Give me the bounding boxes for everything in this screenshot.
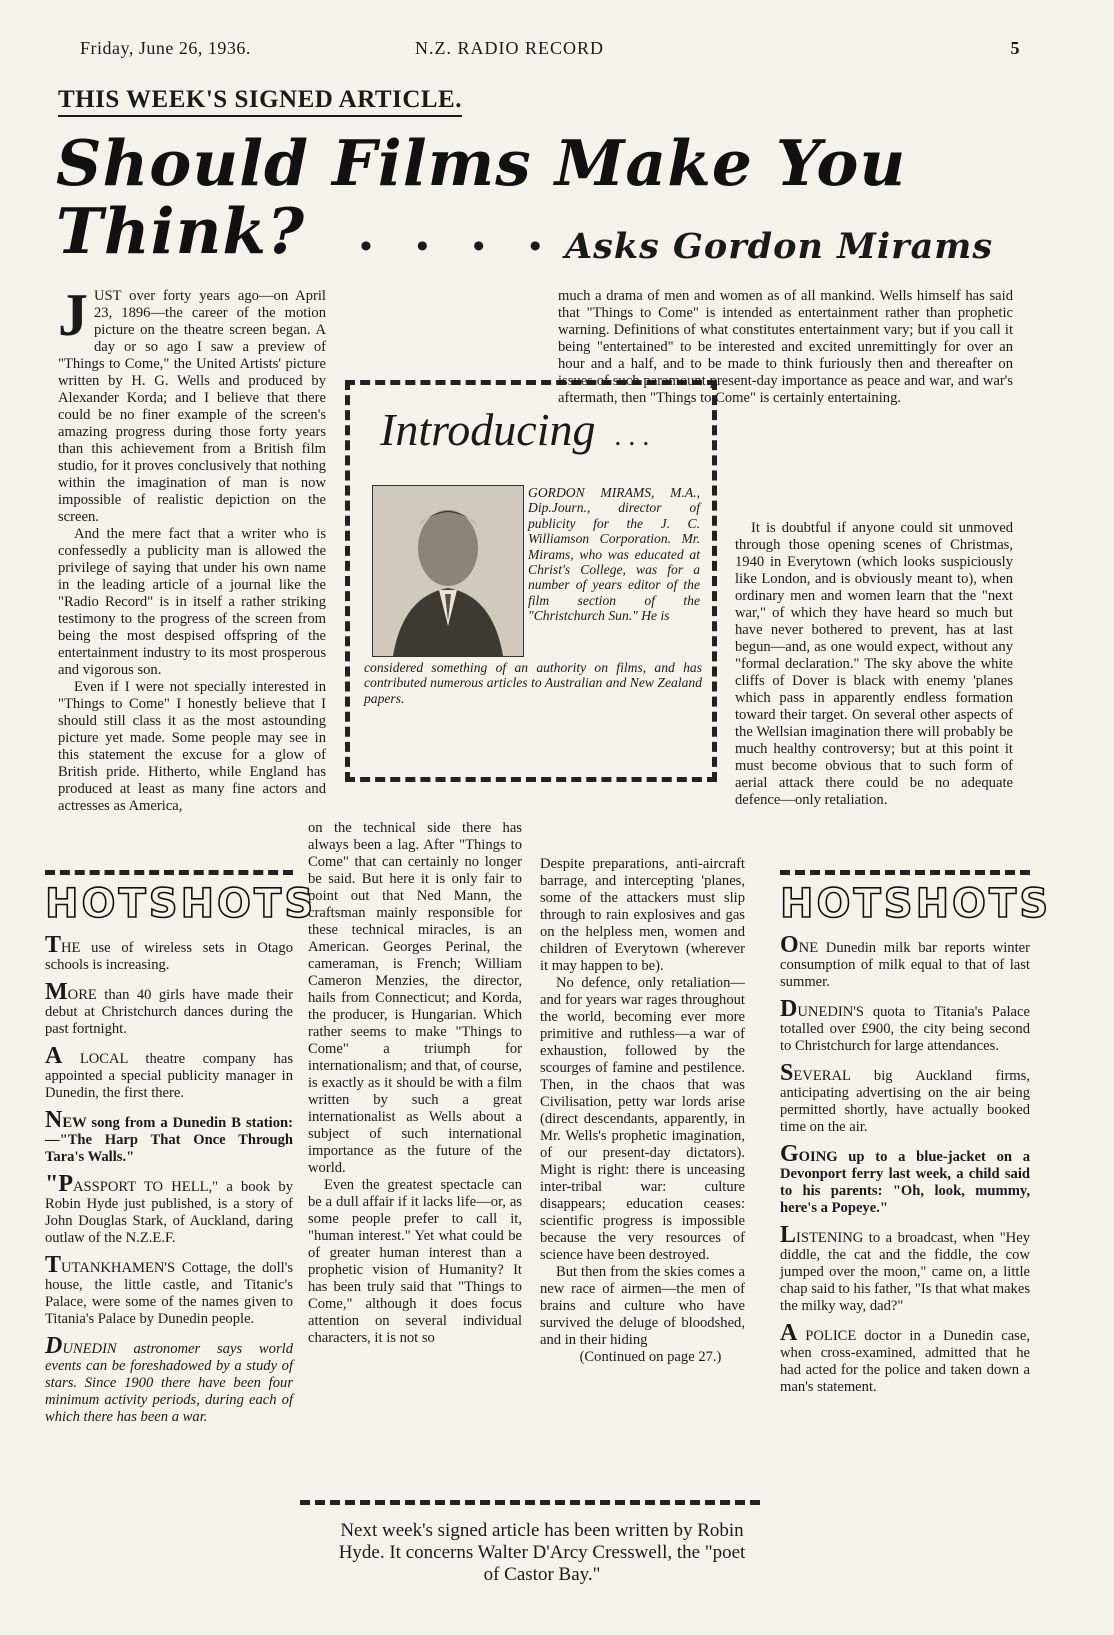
article-paragraph: No defence, only retaliation—and for years war rages throughout the world, becoming ever more primitive and ruthless—a war of exhaustion, followed by the scourges of famine and pestilence. Then, in the chaos that was Civilisation, petty war lords arise (direct descendants, apparently, in Mr. Wells's prophetic imagination, of our present-day dictators). Might is right: there is unceasing inter-tribal war: culture disappears; education ceases: scientific progress is impossible because the very resources of science have been destroyed.: [540, 975, 745, 1263]
article-paragraph: Even the greatest spectacle can be a dull affair if it lacks life—or, as some people prefer to call it, "human interest." Yet what could be of greater human interest than a prophetic vision of Humanity? It has been truly said that "Things to Come," although it does focus attention on several individual characters, it is not so: [308, 1177, 522, 1346]
hotshots-items: [780, 932, 1030, 1396]
hotshots-heading: HOTSHOTS: [45, 881, 317, 927]
article-column-left: [58, 282, 326, 815]
page-number: 5: [1010, 38, 1020, 58]
hotshot-item: A LOCAL theatre company has appointed a special publicity manager in Dunedin, the first there.: [45, 1043, 293, 1101]
introducing-box: [345, 380, 717, 782]
divider: [45, 870, 293, 881]
publication-title: N.Z. RADIO RECORD: [415, 38, 605, 58]
hotshots-items: [45, 932, 293, 1426]
issue-date: Friday, June 26, 1936.: [80, 38, 251, 58]
article-column-middle-b: [540, 856, 745, 1366]
hotshot-item: NEW song from a Dunedin B station:—"The Harp That Once Through Tara's Walls.": [45, 1107, 293, 1165]
running-head: [80, 38, 1020, 62]
hotshot-item: "PASSPORT TO HELL," a book by Robin Hyde just published, is a story of John Douglas Stark, of Auckland, daring outlaw of the N.Z.E.F.: [45, 1171, 293, 1246]
hotshots-heading: HOTSHOTS: [780, 881, 1052, 927]
intro-bio: GORDON MIRAMS, M.A., Dip.Journ., director of publicity for the J. C. Williamson Corporation. Mr. Mirams, who was educated at Christ's College, was for a number of years editor of the film section of the "Christchurch Sun." He is: [528, 485, 700, 624]
intro-title: [380, 403, 698, 456]
hotshot-item: ONE Dunedin milk bar reports winter consumption of milk equal to that of last summer.: [780, 932, 1030, 990]
article-paragraph: Even if I were not specially interested in "Things to Come" I honestly believe that I should still class it as the most astounding picture yet made. Some people may see in this statement the excuse for a glow of British pride. Hitherto, while England has produced at least as many fine actors and actresses as America,: [58, 679, 326, 814]
article-paragraph: much a drama of men and women as of all mankind. Wells himself has said that "Things to Come" is intended as entertainment rather than prophetic warning. Definitions of what constitutes entertainment vary; but if you call it being "entertained" to be interested and excited unremittingly for over an hour and a half, and to be made to think furiously then and thereafter on issues of such paramount present-day importance as peace and war, and war's aftermath, then "Things to Come" is certainly entertaining.: [558, 288, 1013, 406]
divider: [300, 1500, 760, 1511]
next-week-note: Next week's signed article has been written by Robin Hyde. It concerns Walter D'Arcy Cresswell, the "poet of Castor Bay.": [338, 1520, 746, 1585]
article-column-middle-a: [308, 820, 522, 1347]
hotshot-item: TUTANKHAMEN'S Cottage, the doll's house, the little castle, and Titanic's Palace, were some of the names given to Titania's Palace by Dunedin people.: [45, 1252, 293, 1327]
article-paragraph: UST over forty years ago—on April 23, 1896—the career of the motion picture on the theatre screen began. A day or so ago I saw a preview of "Things to Come," the United Artists' picture written by H. G. Wells and produced by Alexander Korda; and I believe that there could be no finer example of the screen's amazing progress during those forty years than this achievement from a British film studio, for it proves conclusively that nothing within the imagination of man is now impossible of realistic depiction on the screen.: [58, 288, 326, 525]
hotshots-right: [780, 870, 1052, 1406]
article-column-right-narrow: [735, 520, 1013, 809]
intro-title-dots: . . .: [615, 421, 650, 452]
article-paragraph: It is doubtful if anyone could sit unmoved through those opening scenes of Christmas, 1940 in Everytown (which looks suspiciously like London, and is obviously meant to), when ordinary men and women learn that the "next war," of which they have heard so much but have never bothered to prevent, has at last begun—and, as one would expect, without any "formal declaration." The sky above the white cliffs of Dover is black with enemy 'planes which pass in apparently endless formation toward their target. On several other aspects of the Wellsian imagination there will probably be much healthy controversy; but at this point it must become obvious that to such form of aerial attack there could be no adequate defence—only retaliation.: [735, 520, 1013, 808]
hotshot-item: MORE than 40 girls have made their debut at Christchurch dances during the past fortnight.: [45, 979, 293, 1037]
article-column-right: [558, 288, 1013, 407]
hotshot-item: THE use of wireless sets in Otago schools is increasing.: [45, 932, 293, 973]
drop-cap: J: [58, 282, 88, 348]
divider: [780, 870, 1030, 881]
article-paragraph: But then from the skies comes a new race of airmen—the men of brains and culture who have survived the deluge of bloodshed, and in their hiding: [540, 1264, 745, 1348]
article-kicker: THIS WEEK'S SIGNED ARTICLE.: [58, 86, 462, 117]
hotshot-item: GOING up to a blue-jacket on a Devonport ferry last week, a child said to his parents: "Oh, look, mummy, here's a Popeye.": [780, 1141, 1030, 1216]
headline-dots: • • • •: [360, 228, 560, 265]
article-paragraph: on the technical side there has always been a lag. After "Things to Come" that can certainly no longer be said. But here it is only fair to point out that Ned Mann, the craftsman mainly responsible for these technical miracles, is an American. Georges Perinal, the cameraman, is French; William Cameron Menzies, the director, hails from Connecticut; and Korda, the producer, is Hungarian. Which rather seems to make "Things to Come" a triumph for internationalism; and that, of course, is exactly as it should be with a film written by such a great internationalist as Wells about a subject of such international importance as the future of the world.: [308, 820, 522, 1176]
hotshot-item: DUNEDIN'S quota to Titania's Palace totalled over £900, the city being second to Christchurch for large attendances.: [780, 996, 1030, 1054]
hotshot-item: A POLICE doctor in a Dunedin case, when cross-examined, admitted that he had acted for the police and taken down a man's statement.: [780, 1320, 1030, 1395]
headline-line-1: Should Films Make You: [56, 126, 907, 200]
author-portrait: [372, 485, 524, 657]
hotshot-item: SEVERAL big Auckland firms, anticipating advertising on the air being permitted shortly, have actually booked time on the air.: [780, 1060, 1030, 1135]
hotshots-left: [45, 870, 317, 1436]
hotshot-item: LISTENING to a broadcast, when "Hey diddle, the cat and the fiddle, the cow jumped over the moon," came on, a little chap said to his father, "Is that what makes the milky way, dad?": [780, 1222, 1030, 1314]
continued-note: (Continued on page 27.): [579, 1349, 722, 1365]
article-paragraph: Despite preparations, anti-aircraft barrage, and intercepting 'planes, some of the attackers must slip through to rain explosives and gas on the helpless men, women and children of Everytown (wherever it may happen to be).: [540, 856, 745, 974]
intro-bio-continued: considered something of an authority on films, and has contributed numerous articles to Australian and New Zealand papers.: [364, 660, 702, 706]
hotshot-item: DUNEDIN astronomer says world events can be foreshadowed by a study of stars. Since 1900 there have been four minimum activity periods, during each of which there has been a war.: [45, 1333, 293, 1425]
article-paragraph: And the mere fact that a writer who is confessedly a publicity man is allowed the privilege of saying that under his own name in the leading article of a journal like the "Radio Record" is in itself a rather striking testimony to the progress of the screen from being the most despised offspring of the entertainment industry to its most prosperous and vigorous son.: [58, 526, 326, 678]
byline: Asks Gordon Mirams: [565, 226, 994, 267]
intro-title-text: Introducing: [380, 404, 596, 455]
headline-line-2: Think?: [56, 194, 305, 268]
